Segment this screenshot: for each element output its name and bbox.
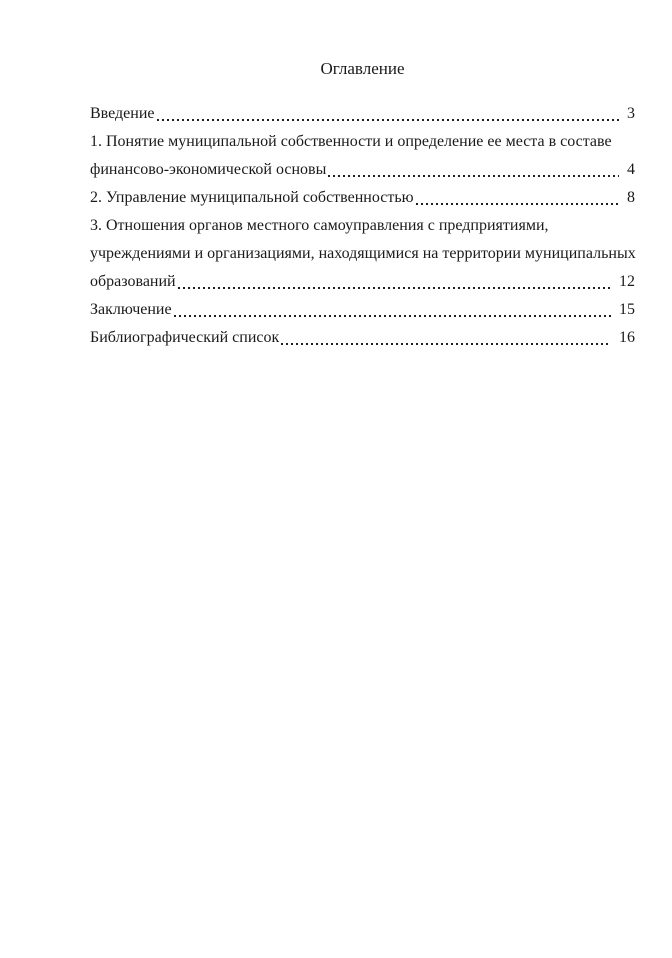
toc-entry-text: образований [90,273,176,290]
page-title: Оглавление [320,59,405,78]
page-content [0,0,672,352]
toc-line [90,212,635,240]
toc-page-number: 16 [619,329,635,346]
toc-page-number: 3 [627,105,635,122]
toc-line [90,324,635,352]
toc-page-number: 4 [627,161,635,178]
toc-entry-chapter-3[interactable] [90,212,635,296]
toc-entry-text: 2. Управление муниципальной собственностью [90,189,414,206]
toc-line [90,240,635,268]
toc-page-number: 12 [619,273,635,290]
toc-entry-text: Библиографический список [90,329,280,346]
toc-entry-text: финансово-экономической основы [90,161,327,178]
toc-line [90,296,635,324]
dot-leader [326,156,623,184]
toc-entry-text: учреждениями и организациями, находящимися на территории муниципальных [90,245,636,262]
table-of-contents [90,100,635,352]
toc-entry-text: Введение [90,105,155,122]
toc-line [90,156,635,184]
dot-leader [155,100,624,128]
dot-leader [172,296,615,324]
toc-line [90,184,635,212]
toc-entry-chapter-2[interactable] [90,184,635,212]
toc-entry-conclusion[interactable] [90,296,635,324]
toc-entry-text: Заключение [90,301,172,318]
toc-page-number: 8 [627,189,635,206]
toc-entry-text: 3. Отношения органов местного самоуправления с предприятиями, [90,217,549,234]
dot-leader [176,268,615,296]
toc-line [90,268,635,296]
toc-entry-introduction[interactable] [90,100,635,128]
dot-leader [414,184,623,212]
toc-entry-chapter-1[interactable] [90,128,635,184]
toc-entry-text: 1. Понятие муниципальной собственности и определение ее места в составе [90,133,612,150]
toc-entry-bibliography[interactable] [90,324,635,352]
toc-page-number: 15 [619,301,635,318]
dot-leader [279,324,615,352]
toc-line [90,100,635,128]
toc-line [90,128,635,156]
